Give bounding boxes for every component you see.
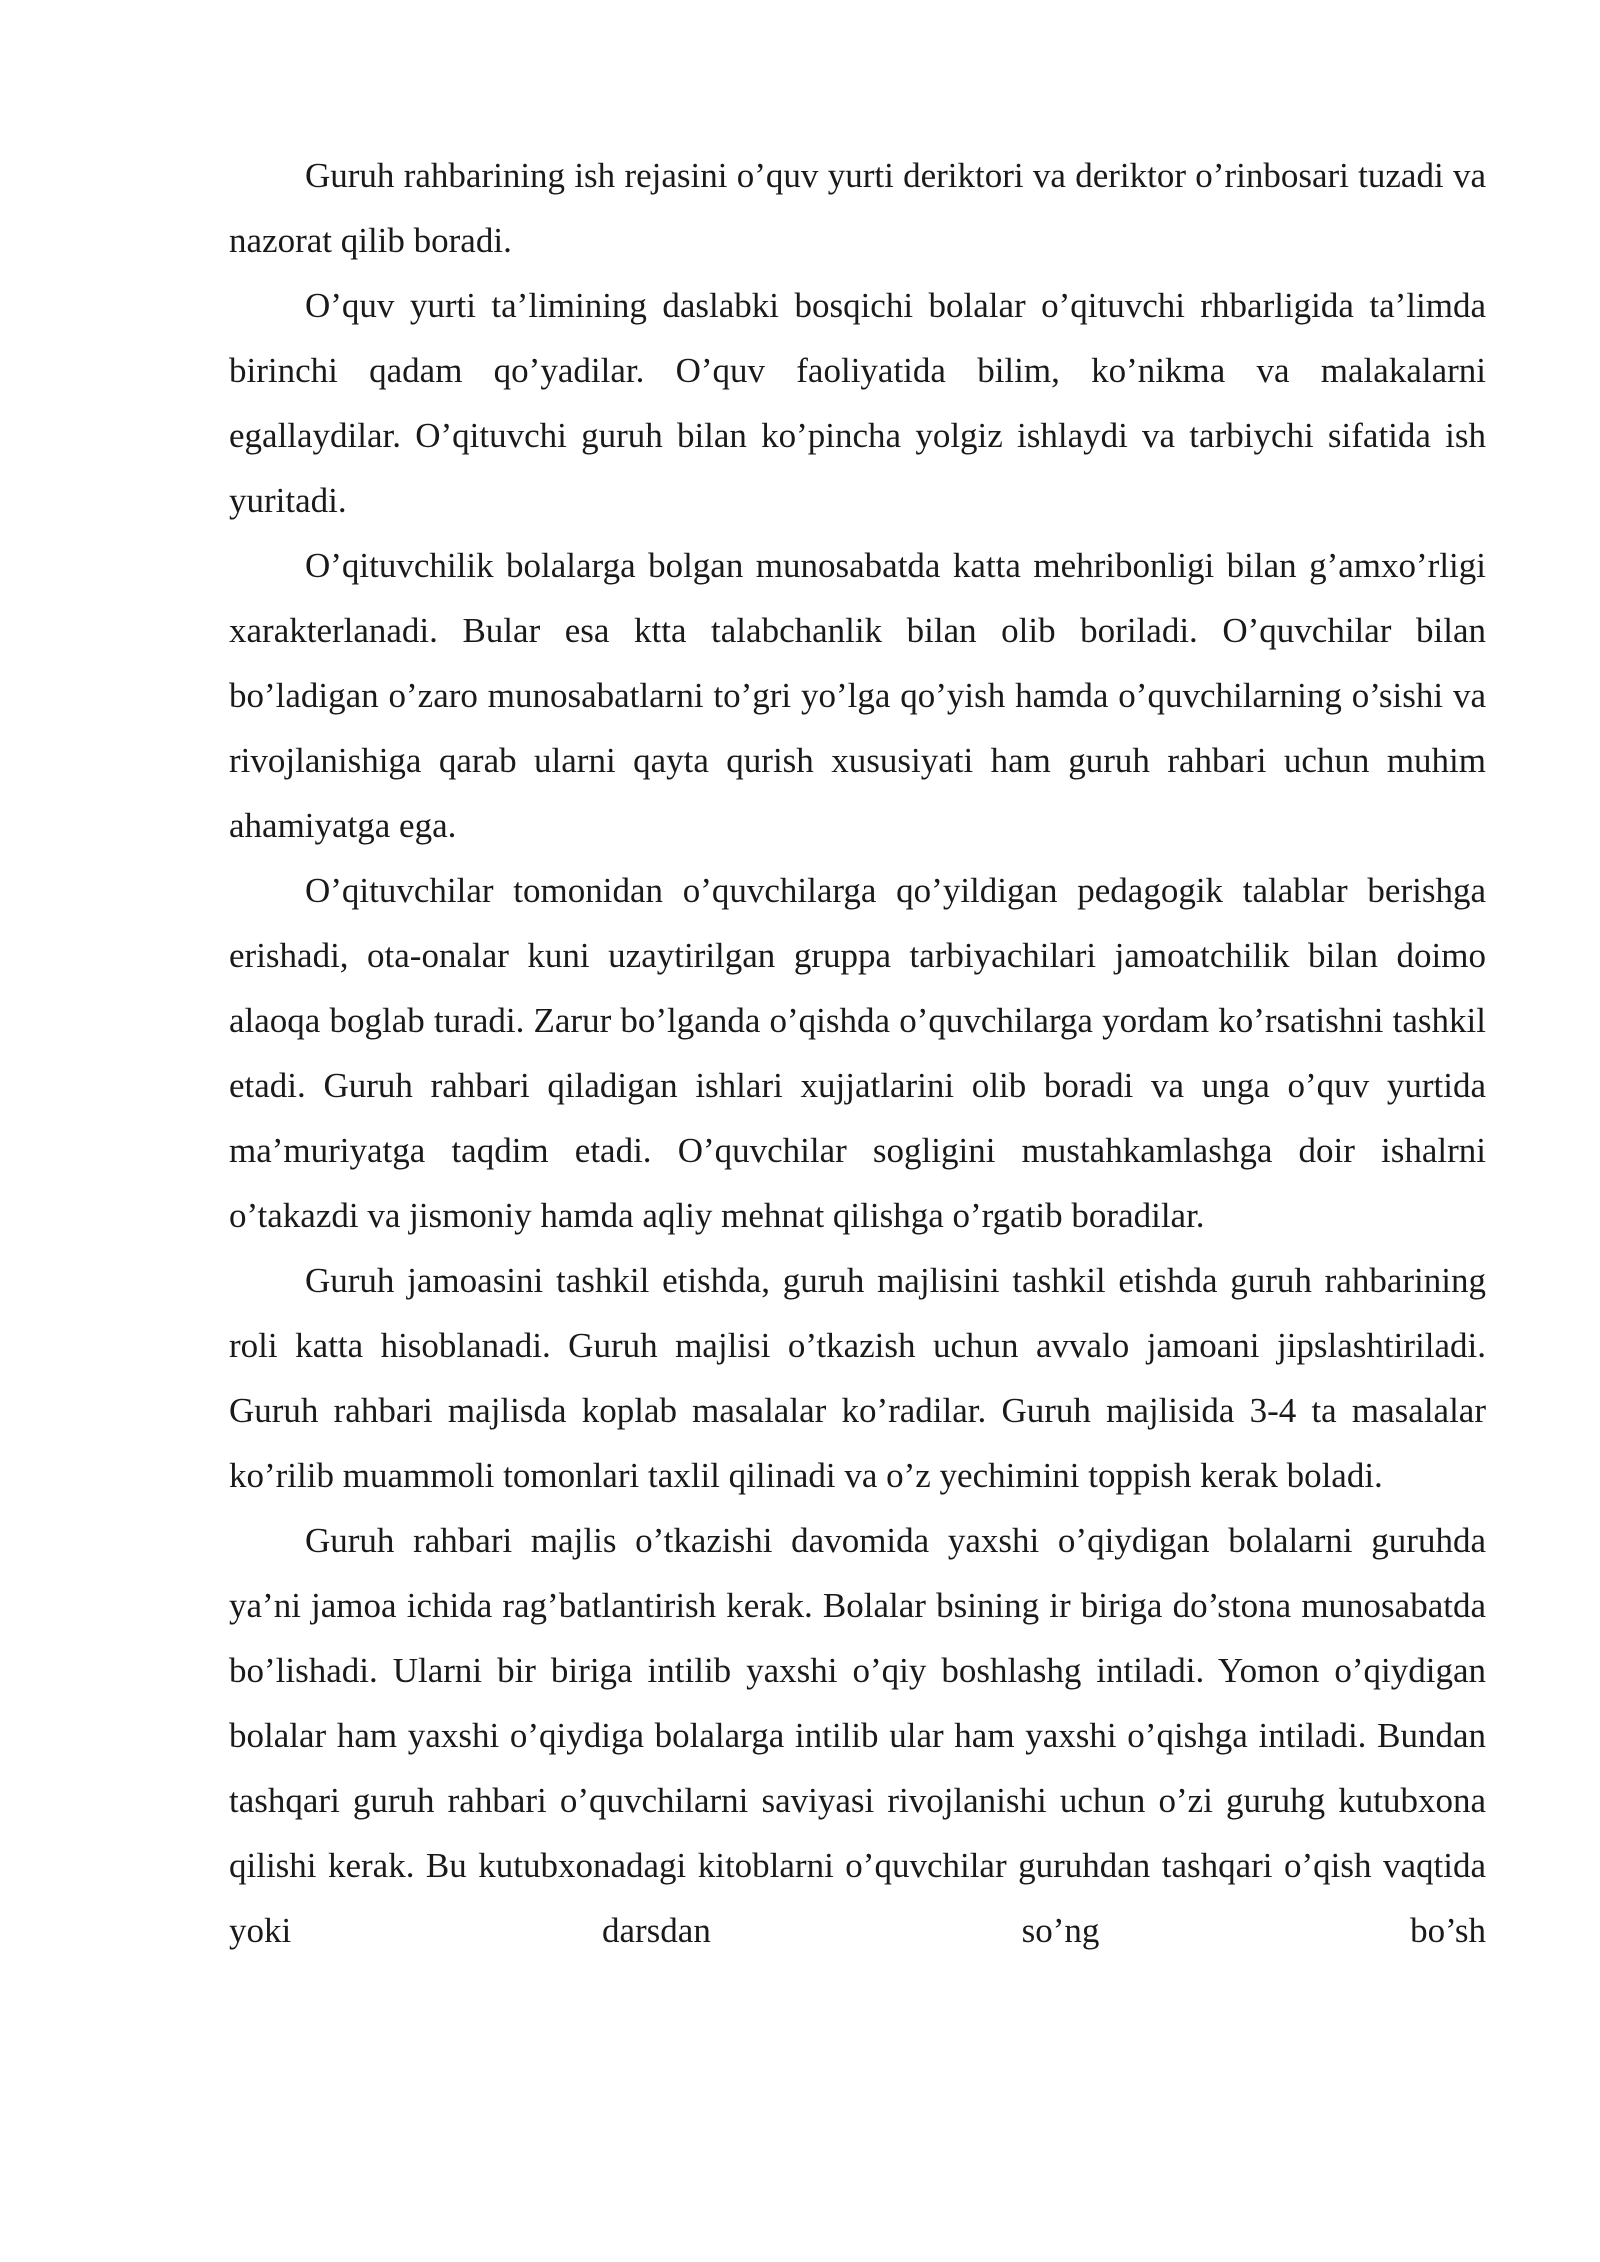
paragraph-3: O’qituvchilik bolalarga bolgan munosabatda katta mehribonligi bilan g’amxo’rligi xarakterlanadi. Bular esa ktta talabchanlik bilan olib boriladi. O’quvchilar bilan bo’ladigan o’zaro munosabatlarni to’gri yo’lga qo’yish hamda o’quvchilarning o’sishi va rivojlanishiga qarab ularni qayta qurish xususiyati ham guruh rahbari uchun muhim ahamiyatga ega. xyxy=(229,546,1486,845)
paragraph-5: Guruh jamoasini tashkil etishda, guruh majlisini tashkil etishda guruh rahbarining roli katta hisoblanadi. Guruh majlisi o’tkazish uchun avvalo jamoani jipslashtiriladi. Guruh rahbari majlisda koplab masalalar ko’radilar. Guruh majlisida 3-4 ta masalalar ko’rilib muammoli tomonlari taxlil qilinadi va o’z yechimini toppish kerak boladi. xyxy=(229,1261,1486,1495)
paragraph-4: O’qituvchilar tomonidan o’quvchilarga qo’yildigan pedagogik talablar berishga erishadi, ota-onalar kuni uzaytirilgan gruppa tarbiyachilari jamoatchilik bilan doimo alaoqa boglab turadi. Zarur bo’lganda o’qishda o’quvchilarga yordam ko’rsatishni tashkil etadi. Guruh rahbari qiladigan ishlari xujjatlarini olib boradi va unga o’quv yurtida ma’muriyatga taqdim etadi. O’quvchilar sogligini mustahkamlashga doir ishalrni o’takazdi va jismoniy hamda aqliy mehnat qilishga o’rgatib boradilar. xyxy=(229,871,1486,1235)
document-body xyxy=(229,143,1486,1963)
paragraph-1: Guruh rahbarining ish rejasini o’quv yurti deriktori va deriktor o’rinbosari tuzadi va nazorat qilib boradi. xyxy=(229,156,1486,260)
paragraph-2: O’quv yurti ta’limining daslabki bosqichi bolalar o’qituvchi rhbarligida ta’limda birinchi qadam qo’yadilar. O’quv faoliyatida bilim, ko’nikma va malakalarni egallaydilar. O’qituvchi guruh bilan ko’pincha yolgiz ishlaydi va tarbiychi sifatida ish yuritadi. xyxy=(229,286,1486,520)
paragraph-6: Guruh rahbari majlis o’tkazishi davomida yaxshi o’qiydigan bolalarni guruhda ya’ni jamoa ichida rag’batlantirish kerak. Bolalar bsining ir biriga do’stona munosabatda bo’lishadi. Ularni bir biriga intilib yaxshi o’qiy boshlashg intiladi. Yomon o’qiydigan bolalar ham yaxshi o’qiydiga bolalarga intilib ular ham yaxshi o’qishga intiladi. Bundan tashqari guruh rahbari o’quvchilarni saviyasi rivojlanishi uchun o’zi guruhg kutubxona qilishi kerak. Bu kutubxonadagi kitoblarni o’quvchilar guruhdan tashqari o’qish vaqtida yoki darsdan so’ng bo’sh xyxy=(229,1521,1486,1950)
